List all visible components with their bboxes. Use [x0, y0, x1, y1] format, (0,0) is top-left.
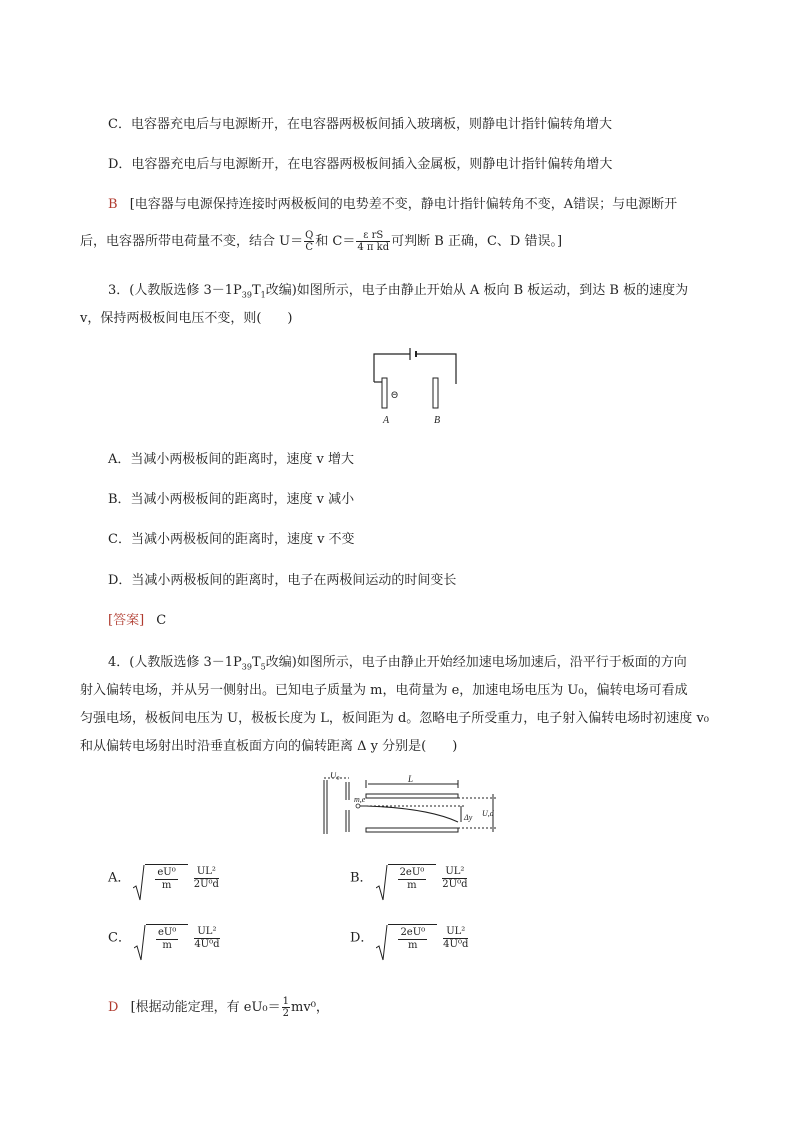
- answer-3: [108, 612, 166, 630]
- sqrt-symbol: $\frac{\text{eU⁰}}{m}$: [133, 864, 187, 892]
- option-3a: A．当减小两极板间的距离时，速度 v 增大: [108, 452, 354, 467]
- answer-2-text2b: 和 C＝: [315, 234, 356, 249]
- fraction: $\frac{\text{UL²}}{\text{4U⁰d}}$: [194, 925, 220, 950]
- sqrt-symbol: $\frac{\text{2eU⁰}}{m}$: [376, 864, 437, 892]
- question-4-line4: 和从偏转电场射出时沿垂直板面方向的偏转距离 Δ y 分别是( ): [80, 739, 458, 754]
- question-3-line1: 3．(人教版选修 $3-1P_{39}T_1$改编)如图所示，电子由静止开始从 A 板向 B 板运动，到达 B 板的速度为: [108, 283, 689, 300]
- fraction-q-over-c: $\frac{Q}{C}$: [305, 230, 314, 253]
- option-2d: D．电容器充电后与电源断开，在电容器两极板间插入金属板，则静电计指针偏转角增大: [108, 157, 613, 172]
- fraction: $\frac{\text{UL²}}{\text{4U⁰d}}$: [443, 925, 469, 950]
- plate-b: [433, 378, 438, 408]
- option-4d: D． $\frac{\text{2eU⁰}}{m}$ $\frac{\text{UL²}}{\text{4U⁰d}}$: [350, 924, 474, 952]
- label-plate-a: A: [383, 415, 390, 426]
- option-4a: A． $\frac{\text{eU⁰}}{m}$ $\frac{\text{UL²}}{\text{2U⁰d}}$: [108, 864, 225, 892]
- option-3b: B．当减小两极板间的距离时，速度 v 减小: [108, 492, 355, 507]
- electron-symbol: Θ: [391, 391, 399, 401]
- label-length: L: [408, 774, 414, 784]
- question-4-line3: 匀强电场，极板间电压为 U，极板长度为 L，板间距为 d。忽略电子所受重力，电子射入偏转电场时初速度 v₀: [80, 711, 709, 726]
- option-3d: D．当减小两极板间的距离时，电子在两极间运动的时间变长: [108, 573, 457, 588]
- plate-a: [382, 378, 387, 408]
- fraction-capacitance: $\frac{\text{ε rS}}{\text{4 π kd}}$: [357, 230, 390, 253]
- label-plate-b: B: [434, 415, 441, 426]
- question-4-line1: 4．(人教版选修 $3-1P_{39}T_5$改编)如图所示，电子由静止开始经加速电场加速后，沿平行于板面的方向: [108, 655, 687, 672]
- fraction: $\frac{\text{UL²}}{\text{2U⁰d}}$: [193, 865, 219, 890]
- answer-2-line2: [80, 230, 562, 253]
- label-u0: U₀: [330, 772, 340, 780]
- answer-2-text2c: 可判断 B 正确，C、D 错误。]: [391, 234, 563, 249]
- answer-3-label: [答案]: [108, 613, 145, 628]
- option-4c: C． $\frac{\text{eU⁰}}{m}$ $\frac{\text{UL²}}{\text{4U⁰d}}$: [108, 924, 226, 952]
- answer-2-text1: [电容器与电源保持连接时两极板间的电势差不变，静电计指针偏转角不变，A错误；与电源断开: [129, 197, 678, 212]
- question-3-line2: v，保持两极板间电压不变，则( ): [80, 311, 293, 326]
- fraction-one-half: $\frac{1}{2}$: [282, 996, 290, 1019]
- sqrt-symbol: $\frac{\text{2eU⁰}}{m}$: [376, 924, 437, 952]
- answer-2-line1: [108, 196, 677, 214]
- sqrt-symbol: $\frac{\text{eU⁰}}{m}$: [134, 924, 188, 952]
- answer-4-letter: D: [108, 1000, 119, 1015]
- option-3c: C．当减小两极板间的距离时，速度 v 不变: [108, 532, 355, 547]
- answer-2-letter: B: [108, 197, 118, 212]
- question-4-line2: 射入偏转电场，并从另一侧射出。已知电子质量为 m，电荷量为 e，加速电场电压为 U₀，偏转电场可看成: [80, 683, 688, 698]
- option-4b: B． $\frac{\text{2eU⁰}}{m}$ $\frac{\text{UL²}}{\text{2U⁰d}}$: [350, 864, 473, 892]
- option-2c: C．电容器充电后与电源断开，在电容器两极板间插入玻璃板，则静电计指针偏转角增大: [108, 117, 612, 132]
- label-delta-y: Δy: [464, 813, 473, 822]
- fraction: $\frac{\text{UL²}}{\text{2U⁰d}}$: [442, 865, 468, 890]
- deflection-figure: [318, 772, 508, 842]
- answer-2-text2a: 后，电容器所带电荷量不变，结合 U＝: [80, 234, 304, 249]
- label-u-d: U,d: [482, 809, 494, 818]
- capacitor-figure: [368, 346, 468, 430]
- answer-3-value: C: [156, 613, 167, 628]
- answer-4: D [根据动能定理，有 eU₀＝ $\frac{1}{2}$ mv⁰，: [108, 996, 329, 1019]
- label-mass-charge: m,e: [354, 795, 366, 804]
